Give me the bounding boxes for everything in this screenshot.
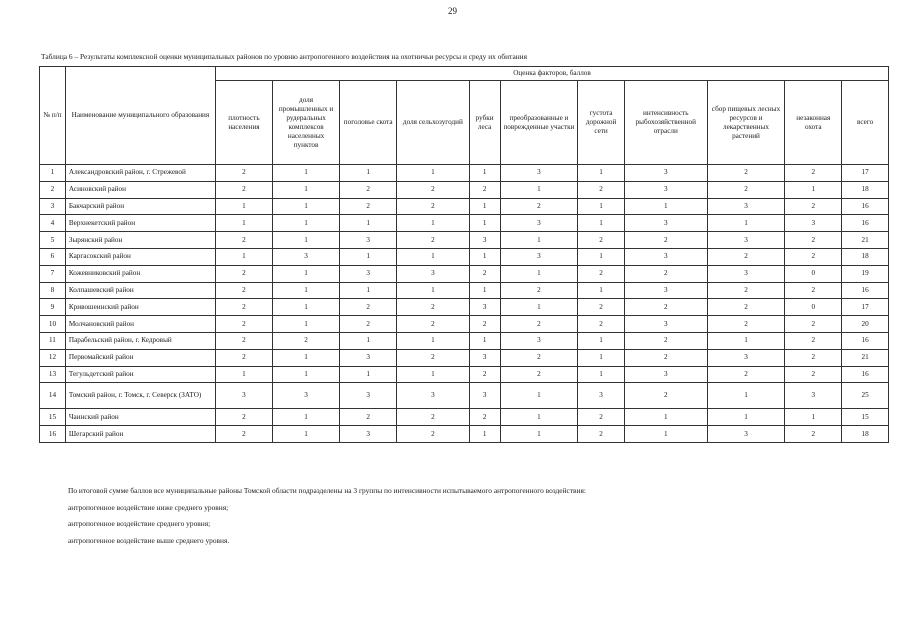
score-cell: 2 (500, 198, 578, 215)
score-cell: 1 (272, 409, 339, 426)
score-cell: 1 (578, 282, 625, 299)
assessment-table (39, 66, 889, 443)
score-cell: 1 (500, 181, 578, 198)
score-cell: 1 (707, 215, 785, 232)
score-cell: 0 (785, 299, 842, 316)
score-cell: 2 (785, 232, 842, 249)
score-cell: 3 (272, 383, 339, 409)
score-cell: 3 (578, 383, 625, 409)
score-cell: 2 (469, 366, 500, 383)
score-cell: 1 (340, 215, 397, 232)
score-cell: 3 (469, 349, 500, 366)
row-number: 14 (40, 383, 66, 409)
score-cell: 2 (785, 316, 842, 333)
score-cell: 3 (624, 165, 707, 182)
score-cell: 2 (215, 409, 272, 426)
row-total-cell: 16 (842, 282, 889, 299)
row-district-name: Зырянский район (65, 232, 215, 249)
table-row (40, 181, 889, 198)
score-cell: 1 (578, 366, 625, 383)
score-cell: 1 (707, 409, 785, 426)
notes-item-1: антропогенное воздействие ниже среднего уровня; (68, 502, 229, 512)
score-cell: 2 (624, 232, 707, 249)
score-cell: 3 (785, 215, 842, 232)
score-cell: 1 (272, 181, 339, 198)
score-cell: 3 (707, 232, 785, 249)
score-cell: 2 (578, 299, 625, 316)
header-name: Наименование муниципального образования (65, 67, 215, 165)
header-factor-8: интенсивность рыбохозяйственной отрасли (624, 81, 707, 165)
score-cell: 2 (215, 426, 272, 443)
row-district-name: Кривошеинский район (65, 299, 215, 316)
header-factor-10: незаконная охота (785, 81, 842, 165)
score-cell: 3 (500, 165, 578, 182)
score-cell: 1 (215, 198, 272, 215)
header-factor-5: рубки леса (469, 81, 500, 165)
row-district-name: Томский район, г. Томск, г. Северск (ЗАТО) (65, 383, 215, 409)
score-cell: 2 (215, 299, 272, 316)
score-cell: 2 (707, 282, 785, 299)
score-cell: 2 (578, 426, 625, 443)
score-cell: 2 (500, 366, 578, 383)
header-factor-2: доля промышленных и рудеральных комплексов населенных пунктов (272, 81, 339, 165)
row-number: 6 (40, 248, 66, 265)
score-cell: 2 (500, 282, 578, 299)
score-cell: 1 (397, 165, 469, 182)
row-total-cell: 25 (842, 383, 889, 409)
score-cell: 1 (624, 426, 707, 443)
row-number: 5 (40, 232, 66, 249)
table-row (40, 349, 889, 366)
score-cell: 2 (785, 366, 842, 383)
row-number: 9 (40, 299, 66, 316)
row-district-name: Бакчарский район (65, 198, 215, 215)
row-number: 10 (40, 316, 66, 333)
table-row (40, 232, 889, 249)
score-cell: 2 (785, 248, 842, 265)
header-factor-9: сбор пищевых лесных ресурсов и лекарственных растений (707, 81, 785, 165)
score-cell: 2 (785, 165, 842, 182)
score-cell: 2 (785, 349, 842, 366)
row-district-name: Александровский район, г. Стрежевой (65, 165, 215, 182)
score-cell: 1 (340, 282, 397, 299)
score-cell: 3 (624, 282, 707, 299)
score-cell: 2 (340, 299, 397, 316)
notes-intro: По итоговой сумме баллов все муниципальные районы Томской области подразделены на 3 группы по интенсивности испытываемого антропогенного воздействия: (68, 486, 586, 495)
score-cell: 2 (397, 426, 469, 443)
score-cell: 2 (215, 282, 272, 299)
score-cell: 1 (272, 299, 339, 316)
header-num: № п/п (40, 67, 66, 165)
score-cell: 1 (272, 316, 339, 333)
score-cell: 1 (500, 383, 578, 409)
row-district-name: Тегульдетский район (65, 366, 215, 383)
row-total-cell: 21 (842, 349, 889, 366)
score-cell: 3 (707, 198, 785, 215)
score-cell: 1 (500, 426, 578, 443)
row-number: 8 (40, 282, 66, 299)
score-cell: 2 (469, 181, 500, 198)
score-cell: 3 (397, 383, 469, 409)
notes-item-3: антропогенное воздействие выше среднего уровня. (68, 536, 230, 546)
score-cell: 2 (397, 409, 469, 426)
score-cell: 3 (340, 265, 397, 282)
score-cell: 2 (469, 265, 500, 282)
table-body (40, 165, 889, 443)
score-cell: 1 (578, 349, 625, 366)
row-district-name: Молчановский район (65, 316, 215, 333)
row-total-cell: 21 (842, 232, 889, 249)
row-district-name: Каргасокский район (65, 248, 215, 265)
row-number: 16 (40, 426, 66, 443)
score-cell: 3 (340, 232, 397, 249)
score-cell: 1 (397, 332, 469, 349)
score-cell: 2 (578, 316, 625, 333)
score-cell: 1 (578, 332, 625, 349)
table-row (40, 282, 889, 299)
score-cell: 1 (215, 248, 272, 265)
score-cell: 2 (707, 299, 785, 316)
row-total-cell: 16 (842, 366, 889, 383)
table-row (40, 383, 889, 409)
row-number: 2 (40, 181, 66, 198)
score-cell: 1 (397, 215, 469, 232)
row-district-name: Первомайский район (65, 349, 215, 366)
table-row (40, 198, 889, 215)
score-cell: 3 (272, 248, 339, 265)
score-cell: 1 (340, 366, 397, 383)
row-total-cell: 19 (842, 265, 889, 282)
row-total-cell: 16 (842, 332, 889, 349)
score-cell: 2 (215, 165, 272, 182)
score-cell: 0 (785, 265, 842, 282)
score-cell: 2 (624, 299, 707, 316)
score-cell: 3 (624, 248, 707, 265)
score-cell: 2 (469, 409, 500, 426)
score-cell: 3 (469, 232, 500, 249)
score-cell: 2 (624, 265, 707, 282)
score-cell: 1 (397, 248, 469, 265)
score-cell: 1 (707, 332, 785, 349)
score-cell: 2 (624, 349, 707, 366)
table-row (40, 165, 889, 182)
score-cell: 1 (272, 426, 339, 443)
score-cell: 2 (340, 409, 397, 426)
score-cell: 1 (500, 409, 578, 426)
score-cell: 2 (500, 349, 578, 366)
row-district-name: Верхнекетский район (65, 215, 215, 232)
table-row (40, 215, 889, 232)
header-factor-4: доля сельхозугодий (397, 81, 469, 165)
score-cell: 1 (469, 332, 500, 349)
score-cell: 2 (215, 265, 272, 282)
table-caption: Таблица 6 – Результаты комплексной оценки муниципальных районов по уровню антропогенного воздействия на охотничьи ресурсы и среду их обитания (41, 52, 528, 61)
score-cell: 2 (578, 265, 625, 282)
row-total-cell: 18 (842, 248, 889, 265)
row-total-cell: 20 (842, 316, 889, 333)
score-cell: 2 (785, 426, 842, 443)
table-row (40, 366, 889, 383)
header-factor-3: поголовье скота (340, 81, 397, 165)
score-cell: 2 (785, 282, 842, 299)
score-cell: 3 (500, 215, 578, 232)
score-cell: 2 (215, 349, 272, 366)
score-cell: 1 (469, 426, 500, 443)
score-cell: 1 (500, 265, 578, 282)
score-cell: 2 (578, 181, 625, 198)
score-cell: 1 (500, 299, 578, 316)
score-cell: 2 (215, 332, 272, 349)
score-cell: 2 (397, 299, 469, 316)
row-total-cell: 17 (842, 299, 889, 316)
score-cell: 2 (785, 198, 842, 215)
score-cell: 2 (624, 383, 707, 409)
header-group: Оценка факторов, баллов (215, 67, 888, 81)
row-district-name: Парабельский район, г. Кедровый (65, 332, 215, 349)
score-cell: 3 (785, 383, 842, 409)
score-cell: 1 (785, 409, 842, 426)
score-cell: 1 (707, 383, 785, 409)
score-cell: 2 (500, 316, 578, 333)
score-cell: 2 (397, 198, 469, 215)
table-row (40, 332, 889, 349)
score-cell: 2 (707, 165, 785, 182)
table-row (40, 316, 889, 333)
score-cell: 2 (215, 181, 272, 198)
score-cell: 3 (340, 426, 397, 443)
score-cell: 3 (500, 248, 578, 265)
score-cell: 1 (272, 198, 339, 215)
row-number: 13 (40, 366, 66, 383)
score-cell: 3 (469, 299, 500, 316)
score-cell: 3 (500, 332, 578, 349)
page-number: 29 (448, 6, 457, 16)
score-cell: 1 (272, 215, 339, 232)
score-cell: 1 (469, 215, 500, 232)
row-number: 4 (40, 215, 66, 232)
score-cell: 2 (397, 349, 469, 366)
score-cell: 1 (578, 198, 625, 215)
score-cell: 1 (624, 198, 707, 215)
score-cell: 1 (397, 282, 469, 299)
score-cell: 3 (624, 215, 707, 232)
notes-item-2: антропогенное воздействие среднего уровня; (68, 519, 211, 529)
score-cell: 3 (707, 426, 785, 443)
row-total-cell: 18 (842, 181, 889, 198)
score-cell: 2 (578, 232, 625, 249)
score-cell: 1 (469, 198, 500, 215)
row-number: 1 (40, 165, 66, 182)
score-cell: 3 (707, 265, 785, 282)
score-cell: 1 (500, 232, 578, 249)
score-cell: 3 (340, 383, 397, 409)
score-cell: 3 (215, 383, 272, 409)
score-cell: 2 (707, 366, 785, 383)
score-cell: 2 (340, 316, 397, 333)
score-cell: 1 (785, 181, 842, 198)
header-factor-11: всего (842, 81, 889, 165)
score-cell: 1 (340, 332, 397, 349)
score-cell: 1 (578, 248, 625, 265)
row-total-cell: 18 (842, 426, 889, 443)
score-cell: 1 (272, 265, 339, 282)
row-number: 11 (40, 332, 66, 349)
table-row (40, 248, 889, 265)
score-cell: 3 (397, 265, 469, 282)
score-cell: 1 (578, 215, 625, 232)
score-cell: 1 (272, 366, 339, 383)
score-cell: 2 (707, 181, 785, 198)
row-district-name: Чаинский район (65, 409, 215, 426)
score-cell: 2 (785, 332, 842, 349)
score-cell: 1 (215, 215, 272, 232)
score-cell: 1 (272, 282, 339, 299)
table-row (40, 265, 889, 282)
score-cell: 1 (215, 366, 272, 383)
score-cell: 3 (340, 349, 397, 366)
score-cell: 2 (397, 232, 469, 249)
row-total-cell: 15 (842, 409, 889, 426)
score-cell: 2 (340, 198, 397, 215)
score-cell: 1 (469, 282, 500, 299)
row-district-name: Кожевниковский район (65, 265, 215, 282)
score-cell: 2 (707, 316, 785, 333)
table-row (40, 299, 889, 316)
score-cell: 1 (340, 248, 397, 265)
row-total-cell: 16 (842, 198, 889, 215)
score-cell: 1 (272, 232, 339, 249)
score-cell: 2 (469, 316, 500, 333)
score-cell: 3 (624, 316, 707, 333)
row-number: 3 (40, 198, 66, 215)
row-district-name: Шегарский район (65, 426, 215, 443)
score-cell: 2 (397, 316, 469, 333)
score-cell: 1 (469, 165, 500, 182)
score-cell: 1 (578, 165, 625, 182)
score-cell: 2 (215, 232, 272, 249)
score-cell: 2 (215, 316, 272, 333)
score-cell: 1 (272, 349, 339, 366)
row-district-name: Асиновский район (65, 181, 215, 198)
score-cell: 2 (397, 181, 469, 198)
header-factor-6: преобразованные и поврежденные участки (500, 81, 578, 165)
score-cell: 1 (624, 409, 707, 426)
score-cell: 1 (340, 165, 397, 182)
score-cell: 2 (272, 332, 339, 349)
row-district-name: Колпашевский район (65, 282, 215, 299)
row-number: 7 (40, 265, 66, 282)
score-cell: 3 (624, 181, 707, 198)
table-row (40, 426, 889, 443)
score-cell: 2 (578, 409, 625, 426)
score-cell: 1 (272, 165, 339, 182)
row-total-cell: 17 (842, 165, 889, 182)
score-cell: 3 (624, 366, 707, 383)
row-number: 12 (40, 349, 66, 366)
header-factor-7: густота дорожной сети (578, 81, 625, 165)
score-cell: 2 (624, 332, 707, 349)
table-row (40, 409, 889, 426)
score-cell: 1 (469, 248, 500, 265)
score-cell: 3 (707, 349, 785, 366)
score-cell: 3 (469, 383, 500, 409)
row-number: 15 (40, 409, 66, 426)
score-cell: 1 (397, 366, 469, 383)
notes (68, 483, 868, 550)
header-factor-1: плотность населения (215, 81, 272, 165)
row-total-cell: 16 (842, 215, 889, 232)
score-cell: 2 (707, 248, 785, 265)
score-cell: 2 (340, 181, 397, 198)
